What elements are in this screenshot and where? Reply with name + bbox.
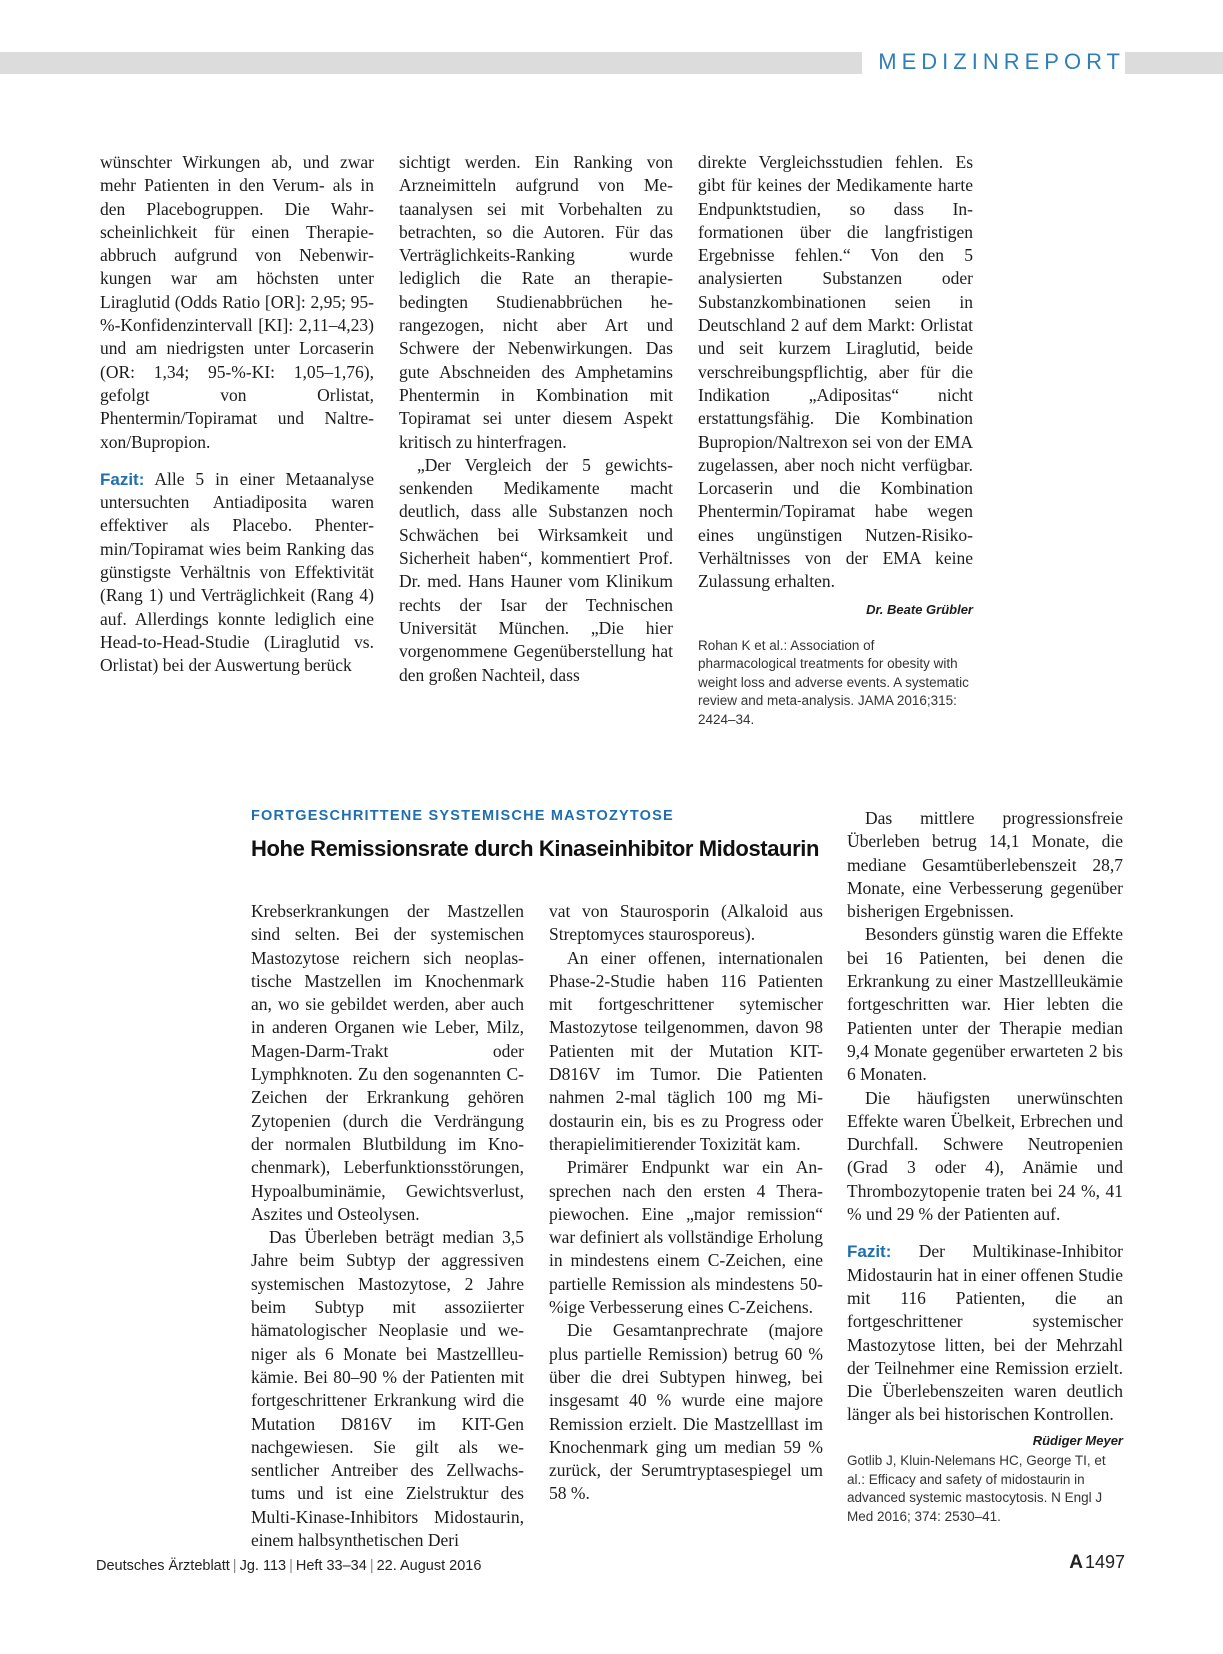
article2-column-2 [549, 900, 823, 1506]
article2-paragraph: Besonders günstig waren die Effekte bei 16 Patienten, bei denen die Erkrankung zu einer Mastzellleukämie fortgeschritten war. Hier lebten die Patienten unter der Therapie median 9,4 Monate gegenüber erwarteten 2 bis 6 Monaten. [847, 924, 1123, 1085]
author-byline: Dr. Beate Grübler [866, 601, 973, 617]
article2-paragraph: Krebserkrankungen der Mastzellen sind selten. Bei der systemischen Mastozytose reichern sich neoplastische Mastzellen im Knochenmark an, wo sie gebildet werden, aber auch in anderen Organen wie Leber, Milz, Magen-Darm-Trakt oder Lymphknoten. Zu den sogenannten C-Zeichen der Erkrankung gehören Zytopenien (durch die Verdrängung der normalen Blutbildung im Knochenmark), Leberfunktionsstörungen, Hypoalbuminämie, Gewichtsverlust, Aszites und Osteolysen. [251, 901, 524, 1224]
article2-column-3 [847, 807, 1123, 1526]
reference-citation: Gotlib J, Kluin-Nelemans HC, George TI, et al.: Efficacy and safety of midostaurin in advanced systemic mastocytosis. N Engl J Med 2016; 374: 2530–41. [847, 1453, 1106, 1524]
journal-issue: Heft 33–34 [295, 1558, 367, 1574]
article1-paragraph: „Der Vergleich der 5 gewichtssenkenden Medikamente macht deutlich, dass alle Substanzen noch Schwächen bei Wirksamkeit und Sicherheit haben“, kommentiert Prof. Dr. med. Hans Hauner vom Klinikum rechts der Isar der Technischen Universität München. „Die hier vorgenommene Gegenüberstellung hat den großen Nachteil, dass [399, 454, 673, 685]
article2-paragraph: vat von Staurosporin (Alkaloid aus Streptomyces staurosporeus). [549, 901, 823, 945]
article2-paragraph: Die häufigsten unerwünschten Effekte waren Übelkeit, Erbrechen und Durchfall. Schwere Neutropenien (Grad 3 oder 4), Anämie und Thrombozytopenie traten bei 24 %, 41 % und 29 % der Patienten auf. [847, 1087, 1123, 1225]
separator: | [232, 1558, 237, 1574]
article2-paragraph: Das Überleben beträgt median 3,5 Jahre beim Subtyp der aggressiven systemischen Mastozytose, 2 Jahre beim Subtyp mit assoziierter hämatologischer Neoplasie und weniger als 6 Monate bei Mastzellleukämie. Bei 80–90 % der Patienten mit fortgeschrittener Erkrankung wird die Mutation D816V im KIT-Gen nachgewiesen. Sie gilt als wesentlicher Antreiber des Zellwachstums und ist eine Zielstruktur des Multi-Kinase-Inhibitors Midostaurin, einem halbsynthetischen Deri [251, 1227, 524, 1551]
article1-column-2 [399, 151, 673, 687]
fazit-text: Der Multikinase-Inhibitor Midostaurin hat in einer offenen Studie mit 116 Patienten, die an fortgeschrittener systemischer Mastozytose litten, bei der Mehrzahl der Teilnehmer eine Remission erzielt. Die Überlebenszeiten waren deutlich länger als bei historischen Kontrollen. [847, 1241, 1124, 1425]
separator: | [289, 1558, 293, 1574]
article2-column-1 [251, 900, 524, 1552]
fazit-text: Alle 5 in einer Metaanalyse untersuchten Antiadiposita waren effektiver als Placebo. Phentermin/Topiramat wies beim Ranking das günstigste Verhältnis von Effektivität (Rang 1) und Verträglichkeit (Rang 4) auf. Allerdings konnte lediglich eine Head-to-Head-Studie (Liraglutid vs. Orlistat) bei der Auswertung berück [100, 468, 374, 676]
article2-paragraph: Die Gesamtanprechrate (majore plus partielle Remission) betrug 60 % über die drei Subtypen hinweg, bei insgesamt 40 % wurde eine majore Remission erzielt. Die Mastzelllast im Knochenmark ging um median 59 % zurück, der Serumtryptasespiegel um 58 %. [549, 1320, 823, 1504]
fazit-label: Fazit: [847, 1242, 892, 1262]
article2-kicker: FORTGESCHRITTENE SYSTEMISCHE MASTOZYTOSE [251, 808, 674, 824]
separator: | [369, 1558, 374, 1574]
journal-volume: Jg. 113 [239, 1558, 287, 1574]
article2-paragraph: An einer offenen, internationalen Phase-2-Studie haben 116 Patienten mit fortgeschrittener sytemischer Mastozytose teilgenommen, davon 98 Patienten mit der Mutation KIT-D816V im Tumor. Die Patienten nahmen 2-mal täglich 100 mg Midostaurin ein, bis es zu Progress oder therapielimitierender Toxizität kam. [549, 947, 823, 1154]
reference-citation: Rohan K et al.: Association of pharmacological treatments for obesity with weight loss and adverse events. A systematic review and meta-analysis. JAMA 2016;315: 2424–34. [698, 637, 969, 727]
page-prefix: A [1069, 1552, 1083, 1573]
article1-column-3 [698, 151, 973, 729]
article2-headline: Hohe Remissionsrate durch Kinaseinhibitor Midostaurin [251, 836, 819, 861]
article1-fazit [100, 468, 374, 678]
page-number [1069, 1552, 1125, 1574]
article1-paragraph: sichtigt werden. Ein Ranking von Arzneimitteln aufgrund von Metaanalysen sei mit Vorbehalten zu betrachten, so die Autoren. Für das Verträglichkeits-Ranking wurde lediglich die Rate an therapiebedingten Studienabbrüchen herangezogen, nicht aber Art und Schwere der Nebenwirkungen. Das gute Abschneiden des Amphetamins Phentermin in Kombination mit Topiramat sei unter diesem Aspekt kritisch zu hinterfragen. [399, 152, 673, 452]
footer-citation [96, 1558, 481, 1574]
article1-column-1 [100, 151, 374, 678]
article2-paragraph: Das mittlere progressionsfreie Überleben betrug 14,1 Monate, die mediane Gesamtüberlebenszeit 28,7 Monate, eine Verbesserung gegenüber bisherigen Ergebnissen. [847, 808, 1123, 922]
journal-date: 22. August 2016 [376, 1558, 482, 1574]
fazit-label: Fazit: [100, 469, 145, 489]
article2-fazit [847, 1240, 1124, 1448]
section-label: MEDIZINREPORT [862, 47, 1125, 77]
journal-name: Deutsches Ärzteblatt [96, 1558, 230, 1574]
article2-paragraph: Primärer Endpunkt war ein Ansprechen nach den ersten 4 Therapiewochen. Eine „major remission“ war definiert als vollständige Erholung in mindestens einem C-Zeichen, eine partielle Remission als mindestens 50-%ige Verbesserung eines C-Zeichens. [549, 1157, 823, 1318]
article1-paragraph: wünschter Wirkungen ab, und zwar mehr Patienten in den Verum- als in den Placebogruppen. Die Wahrscheinlichkeit für einen Therapieabbruch aufgrund von Nebenwirkungen war am höchsten unter Liraglutid (Odds Ratio [OR]: 2,95; 95-%-Konfidenzintervall [KI]: 2,11–4,23) und am niedrigsten unter Lorcaserin (OR: 1,34; 95-%-KI: 1,05–1,76), gefolgt von Orlistat, Phentermin/Topiramat und Naltrexon/Bupropion. [100, 152, 374, 452]
author-byline: Rüdiger Meyer [1032, 1432, 1123, 1448]
page-number-value: 1497 [1084, 1552, 1125, 1572]
article1-paragraph: direkte Vergleichsstudien fehlen. Es gibt für keines der Medikamente harte Endpunktstudien, so dass Informationen über die langfristigen Ergebnisse fehlen.“ Von den 5 analysierten Substanzen oder Substanzkombinationen seien in Deutschland 2 auf dem Markt: Orlistat und seit kurzem Liraglutid, beide verschreibungspflichtig, aber für die Indikation „Adipositas“ nicht erstattungsfähig. Die Kombination Bupropion/Naltrexon sei von der EMA zugelassen, aber noch nicht verfügbar. Lorcaserin und die Kombination Phentermin/Topiramat habe wegen eines ungünstigen Nutzen-Risiko-Verhältnisses von der EMA keine Zulassung erhalten. [698, 152, 973, 592]
